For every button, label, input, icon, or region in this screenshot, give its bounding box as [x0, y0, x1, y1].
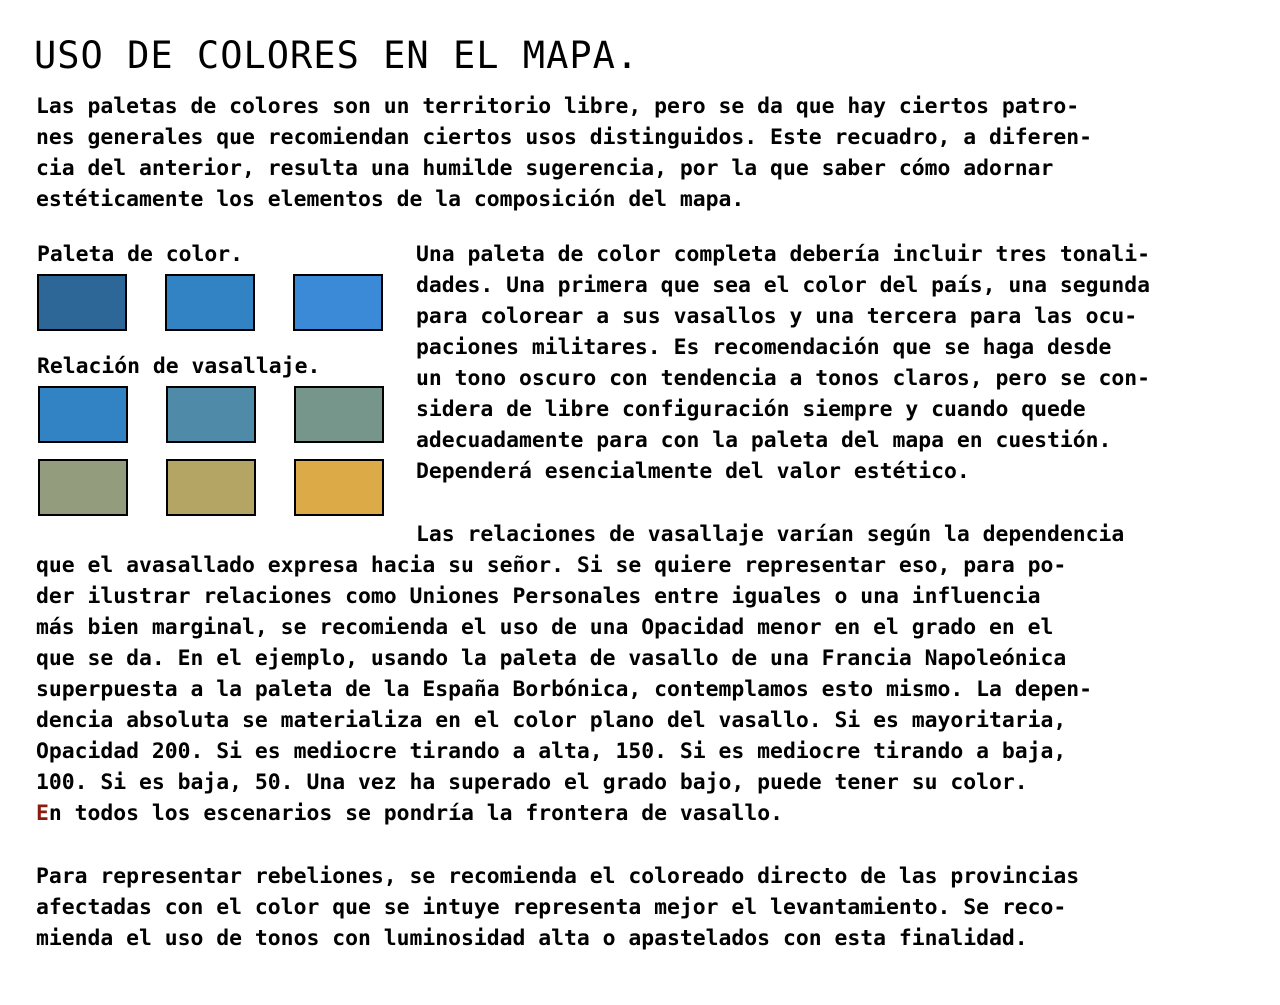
vassal-swatch-opacity-150	[294, 386, 384, 443]
vassal-swatch-opacity-200	[166, 386, 256, 443]
intro-paragraph: Las paletas de colores son un territorio libre, pero se da que hay ciertos patro- nes generales que recomiendan ciertos usos distinguidos. Este recuadro, a diferen- cia del anterior, resulta una humilde sugerencia, por la que saber cómo adornar estéticamente los elementos de la composición del mapa.	[36, 94, 1093, 212]
palette-swatch-occupation	[293, 274, 383, 331]
vassal-swatch-absolute	[38, 386, 128, 443]
vassalage-initial-letter: E	[36, 801, 49, 826]
vassalage-description	[36, 519, 1124, 829]
vassal-swatch-opacity-100	[38, 459, 128, 516]
palette-label: Paleta de color.	[37, 242, 244, 267]
vassalage-label: Relación de vasallaje.	[37, 354, 321, 379]
vassalage-body: que el avasallado expresa hacia su señor. Si se quiere representar eso, para po- der ilustrar relaciones como Uniones Personales entre iguales o una influencia más bien marginal, se recomienda el uso de una Opacidad menor en el grado en el que se da. En el ejemplo, usando la paleta de vasallo de una Francia Napoleónica superpuesta a la paleta de la España Borbónica, contemplamos esto mismo. La depen- dencia absoluta se materializa en el color plano del vasallo. Si es mayoritaria, Opacidad 200. Si es mediocre tirando a alta, 150. Si es mediocre tirando a baja, 100. Si es baja, 50. Una vez ha superado el grado bajo, puede tener su color.	[36, 553, 1093, 795]
palette-swatch-vassal	[165, 274, 255, 331]
vassal-swatch-own-color	[294, 459, 384, 516]
vassalage-first-line: Las relaciones de vasallaje varían según la dependencia	[416, 522, 1125, 547]
palette-description: Una paleta de color completa debería incluir tres tonali- dades. Una primera que sea el color del país, una segunda para colorear a sus vasallos y una tercera para las ocu- paciones militares. Es recomendación que se haga desde un tono oscuro con tendencia a tonos claros, pero se con- sidera de libre configuración siempre y cuando quede adecuadamente para con la paleta del mapa en cuestión. Dependerá esencialmente del valor estético.	[416, 242, 1151, 484]
vassal-swatch-opacity-50	[166, 459, 256, 516]
rebellion-paragraph: Para representar rebeliones, se recomienda el coloreado directo de las provincias afectadas con el color que se intuye representa mejor el levantamiento. Se reco- mienda el uso de tonos con luminosidad alta o apastelados con esta finalidad.	[36, 864, 1080, 951]
vassalage-last-line: n todos los escenarios se pondría la frontera de vasallo.	[48, 801, 783, 826]
page-title: USO DE COLORES EN EL MAPA.	[34, 34, 640, 77]
palette-swatch-country	[37, 274, 127, 331]
